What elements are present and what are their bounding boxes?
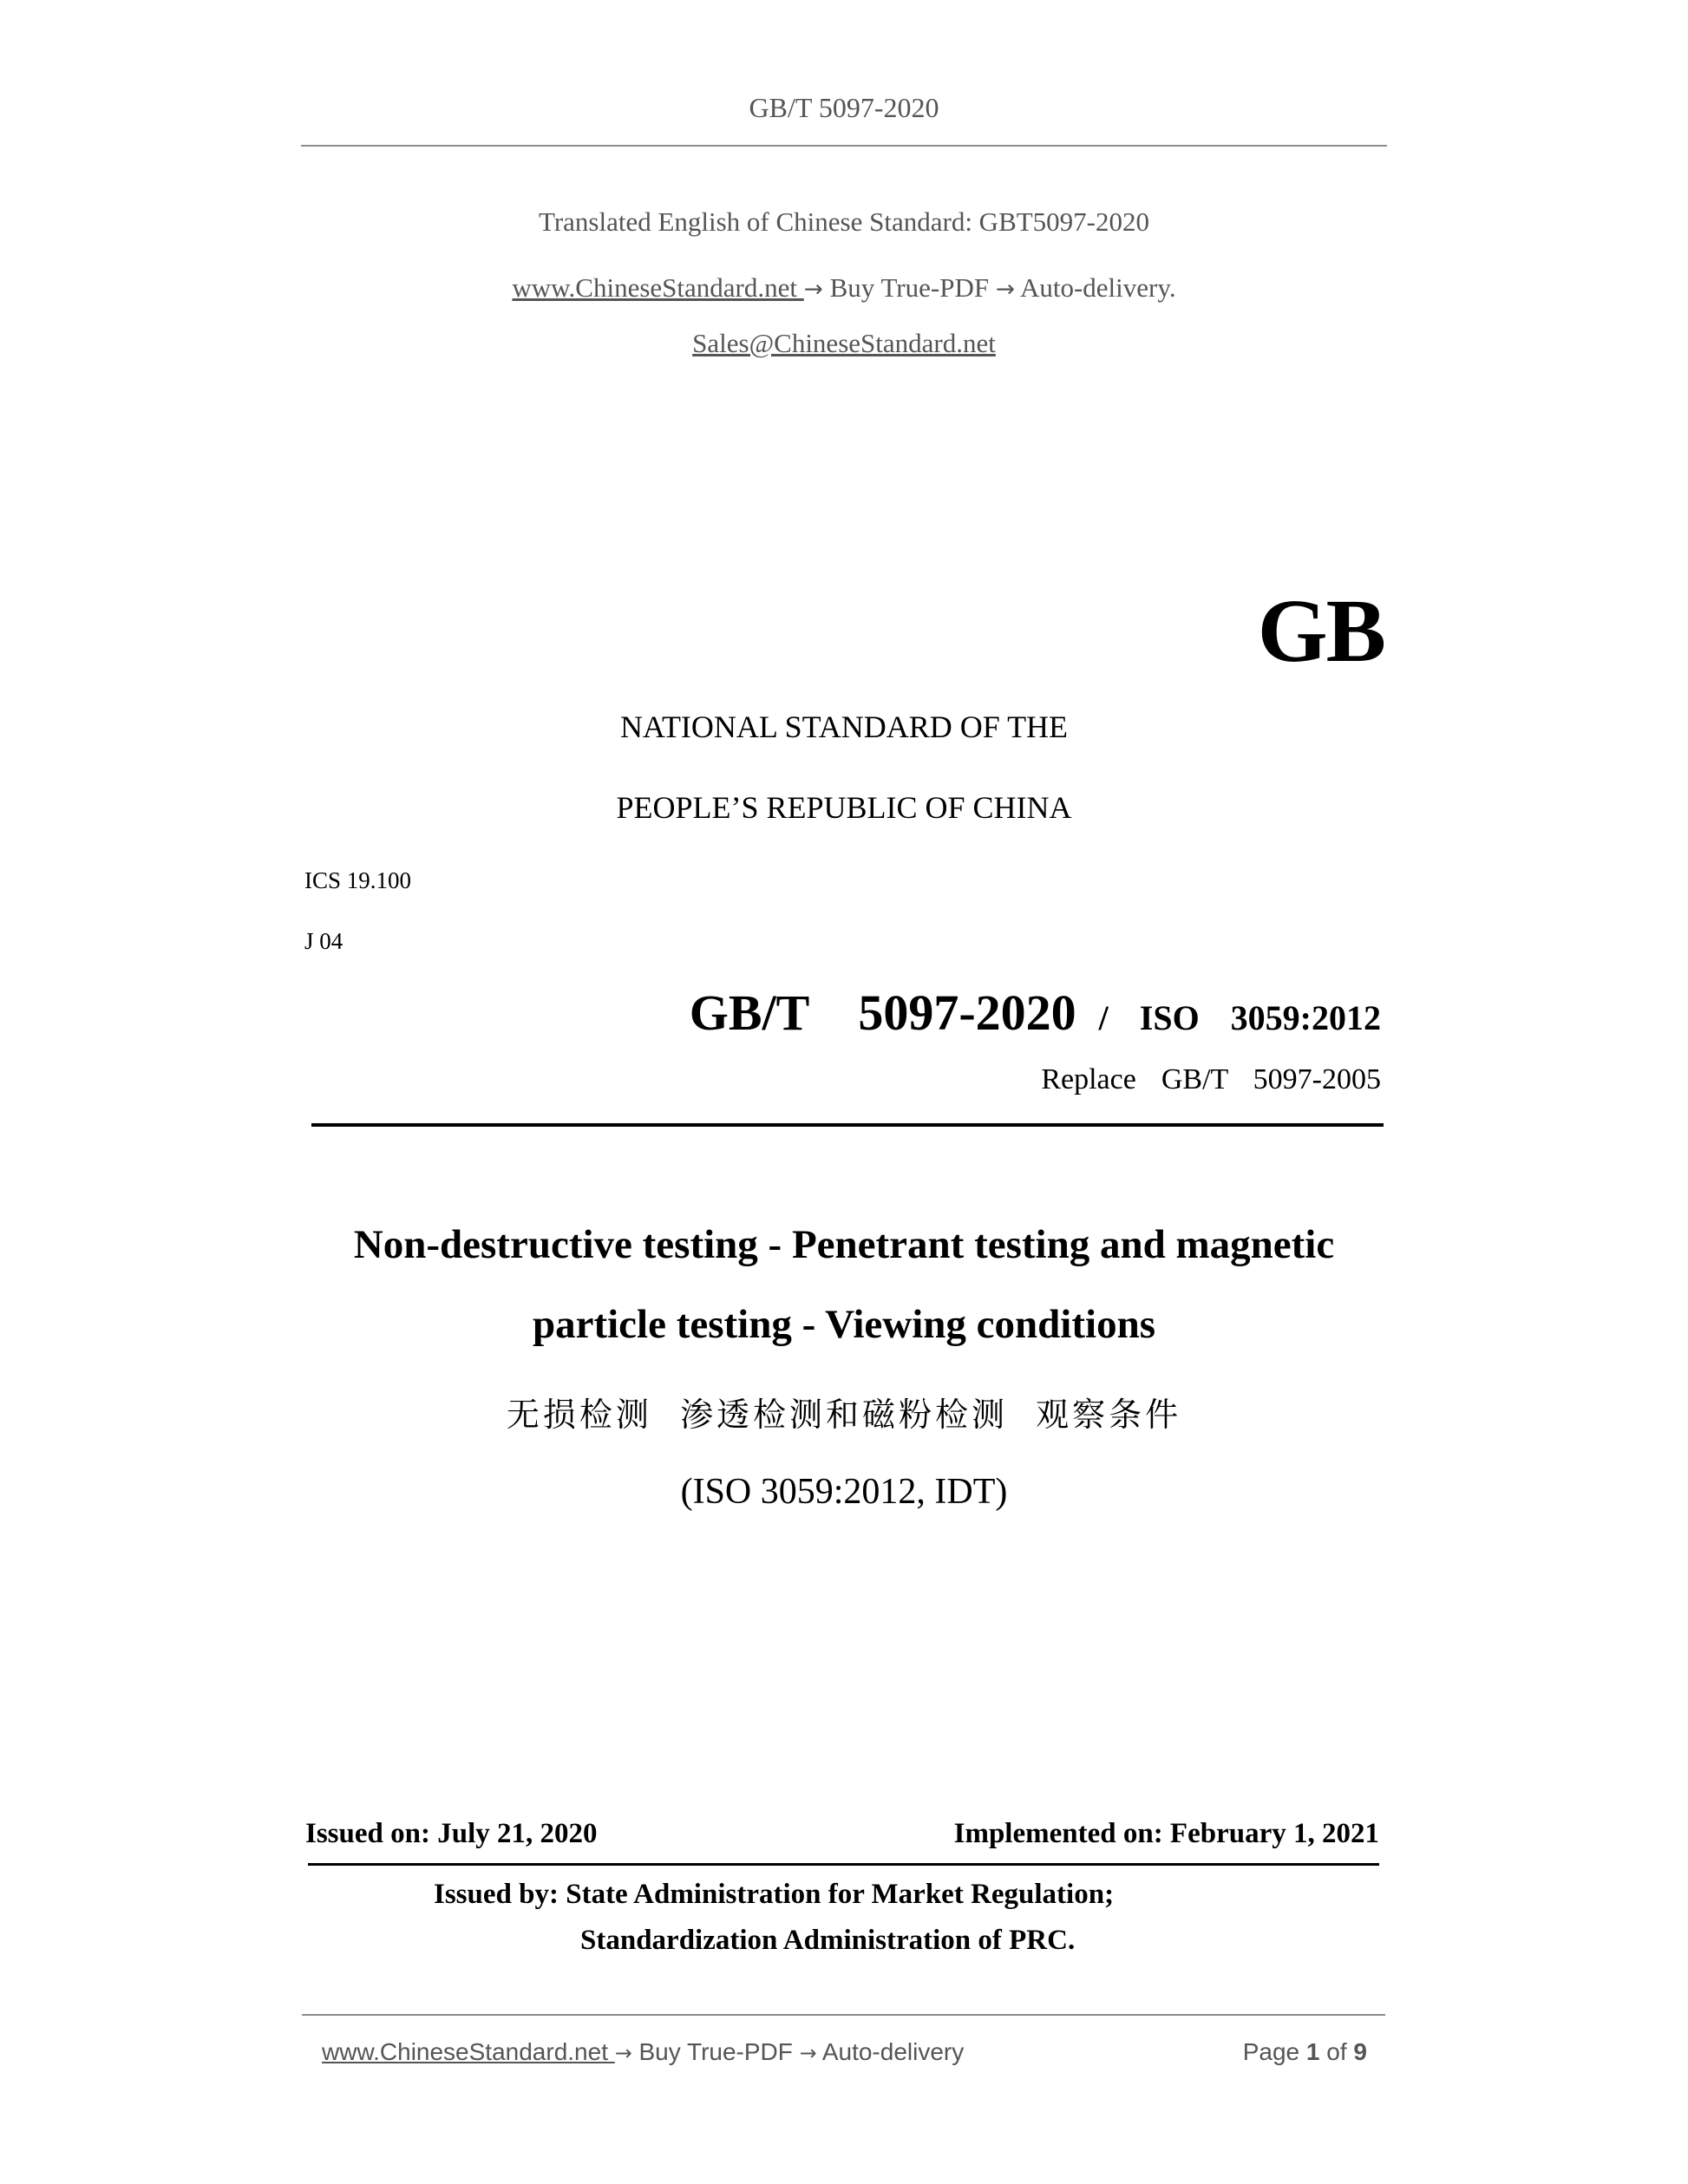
implemented-on-date: Implemented on: February 1, 2021 — [953, 1818, 1379, 1849]
issued-on-date: Issued on: July 21, 2020 — [305, 1818, 598, 1849]
issue-divider — [308, 1863, 1379, 1866]
national-standard-line2: PEOPLE’S REPUBLIC OF CHINA — [616, 790, 1072, 825]
footer-buy-label: Buy True-PDF — [631, 2038, 800, 2065]
replaces-standard: Replace GB/T 5097-2005 — [1041, 1063, 1381, 1095]
iso-reference: (ISO 3059:2012, IDT) — [680, 1472, 1008, 1512]
sales-email-link[interactable]: Sales@ChineseStandard.net — [692, 328, 996, 358]
footer-promo-line — [322, 2038, 964, 2066]
issued-by-line1: Issued by: State Administration for Market Regulation; — [434, 1879, 1115, 1910]
running-header-title: GB/T 5097-2020 — [749, 92, 939, 123]
footer-site-link[interactable]: www.ChineseStandard.net — [322, 2038, 615, 2065]
promo-buy-line — [0, 272, 1688, 304]
auto-delivery-label: Auto-delivery. — [1014, 272, 1176, 303]
page-total: 9 — [1353, 2038, 1367, 2065]
page-current: 1 — [1305, 2038, 1320, 2065]
footer-delivery-label: Auto-delivery — [816, 2038, 965, 2065]
header-divider — [301, 145, 1387, 147]
standard-number — [690, 984, 1381, 1042]
page-of-label: of — [1326, 2038, 1347, 2065]
arrow-right-icon: → — [799, 2041, 817, 2065]
title-zh: 无损检测 渗透检测和磁粉检测 观察条件 — [506, 1396, 1182, 1434]
ccs-code: J 04 — [304, 928, 343, 954]
issued-by-line2: Standardization Administration of PRC. — [580, 1925, 1076, 1956]
translated-notice: Translated English of Chinese Standard: GBT5097-2020 — [538, 206, 1150, 237]
footer-divider — [302, 2014, 1385, 2016]
page-label: Page — [1242, 2038, 1300, 2065]
arrow-right-icon: → — [803, 277, 823, 303]
ics-code: ICS 19.100 — [304, 867, 412, 893]
title-en-line2: particle testing - Viewing conditions — [532, 1302, 1156, 1347]
arrow-right-icon: → — [614, 2041, 632, 2065]
title-en-line1: Non-destructive testing - Penetrant testing and magnetic — [353, 1222, 1335, 1267]
site-link[interactable]: www.ChineseStandard.net — [512, 272, 804, 303]
standard-number-main: GB/T 5097-2020 — [689, 984, 1076, 1041]
sales-email-line — [0, 328, 1688, 359]
national-standard-line1: NATIONAL STANDARD OF THE — [619, 709, 1069, 744]
buy-true-pdf-label: Buy True-PDF — [822, 272, 996, 303]
iso-equivalent: / ISO 3059:2012 — [1098, 998, 1381, 1037]
page-indicator — [1243, 2038, 1367, 2066]
arrow-right-icon: → — [995, 277, 1015, 303]
cover-divider — [311, 1123, 1384, 1127]
gb-logo: GB — [1257, 581, 1384, 681]
